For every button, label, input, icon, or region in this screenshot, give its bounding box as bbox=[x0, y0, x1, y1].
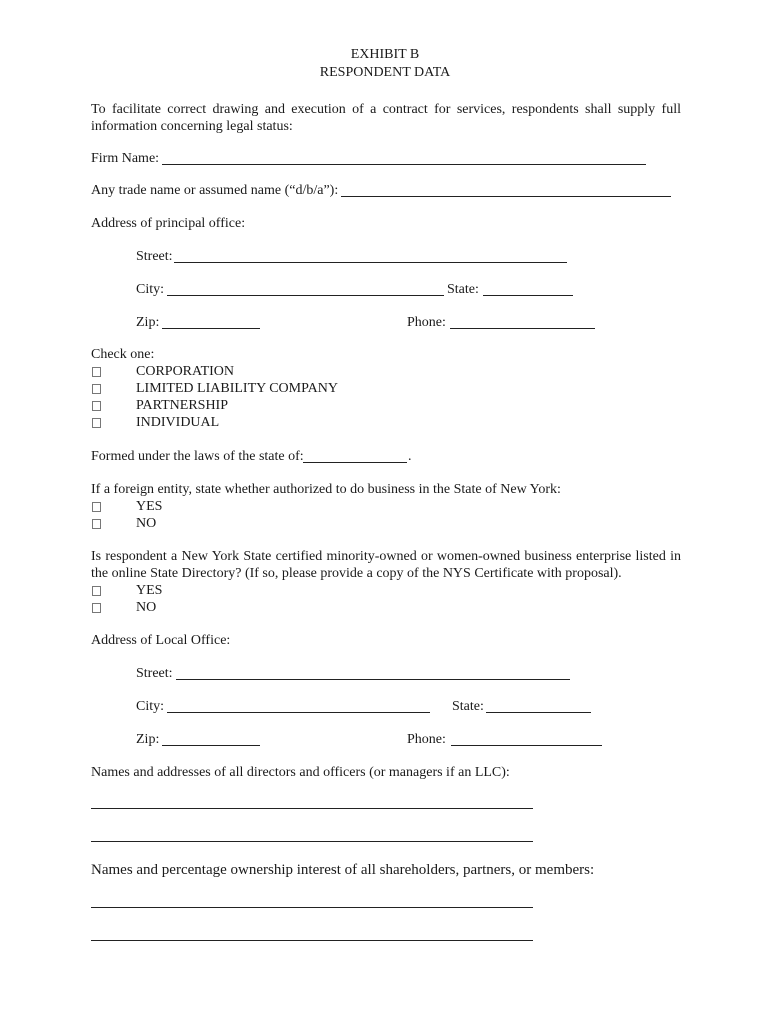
local-city-field[interactable] bbox=[167, 712, 430, 713]
principal-city-field[interactable] bbox=[167, 295, 444, 296]
checkbox-foreign-no[interactable] bbox=[92, 519, 101, 529]
document-title: EXHIBIT B bbox=[350, 47, 420, 62]
trade-name-field[interactable] bbox=[341, 196, 671, 197]
checkbox-foreign-yes[interactable] bbox=[92, 502, 101, 512]
local-zip-field[interactable] bbox=[162, 745, 260, 746]
foreign-entity-question: If a foreign entity, state whether authorized to do business in the State of New York: bbox=[91, 482, 561, 497]
principal-state-label: State: bbox=[447, 282, 479, 297]
option-individual: INDIVIDUAL bbox=[136, 415, 220, 430]
principal-state-field[interactable] bbox=[483, 295, 573, 296]
option-partnership: PARTNERSHIP bbox=[136, 398, 229, 413]
principal-phone-label: Phone: bbox=[407, 315, 446, 330]
ownership-line-2[interactable] bbox=[91, 940, 533, 941]
local-zip-label: Zip: bbox=[136, 732, 160, 747]
principal-city-label: City: bbox=[136, 282, 165, 297]
principal-zip-label: Zip: bbox=[136, 315, 160, 330]
directors-line-1[interactable] bbox=[91, 808, 533, 809]
option-llc: LIMITED LIABILITY COMPANY bbox=[136, 381, 338, 396]
intro-line-1: To facilitate correct drawing and execution of a contract for services, respondents shall supply full bbox=[91, 102, 681, 117]
directors-label: Names and addresses of all directors and officers (or managers if an LLC): bbox=[91, 765, 510, 780]
principal-zip-field[interactable] bbox=[162, 328, 260, 329]
foreign-no-label: NO bbox=[136, 516, 157, 531]
principal-office-heading: Address of principal office: bbox=[91, 216, 246, 231]
mwbe-no-label: NO bbox=[136, 600, 157, 615]
mwbe-yes-label: YES bbox=[136, 583, 163, 598]
checkbox-mwbe-no[interactable] bbox=[92, 603, 101, 613]
formed-under-period: . bbox=[408, 449, 412, 464]
firm-name-field[interactable] bbox=[162, 164, 646, 165]
firm-name-label: Firm Name: bbox=[91, 151, 160, 166]
local-state-field[interactable] bbox=[486, 712, 591, 713]
intro-line-2: information concerning legal status: bbox=[91, 119, 293, 134]
formed-under-label: Formed under the laws of the state of: bbox=[91, 449, 304, 464]
mwbe-question-line-1: Is respondent a New York State certified minority-owned or women-owned business enterprise listed in bbox=[91, 549, 681, 564]
ownership-label: Names and percentage ownership interest of all shareholders, partners, or members: bbox=[91, 862, 595, 878]
option-corporation: CORPORATION bbox=[136, 364, 235, 379]
entity-type-prompt: Check one: bbox=[91, 347, 155, 362]
principal-phone-field[interactable] bbox=[450, 328, 595, 329]
ownership-line-1[interactable] bbox=[91, 907, 533, 908]
local-state-label: State: bbox=[452, 699, 484, 714]
local-phone-label: Phone: bbox=[407, 732, 446, 747]
local-phone-field[interactable] bbox=[451, 745, 602, 746]
local-street-label: Street: bbox=[136, 666, 173, 681]
checkbox-llc[interactable] bbox=[92, 384, 101, 394]
principal-street-label: Street: bbox=[136, 249, 173, 264]
formed-under-field[interactable] bbox=[303, 462, 407, 463]
checkbox-individual[interactable] bbox=[92, 418, 101, 428]
trade-name-label: Any trade name or assumed name (“d/b/a”): bbox=[91, 183, 339, 198]
foreign-yes-label: YES bbox=[136, 499, 163, 514]
document-subtitle: RESPONDENT DATA bbox=[319, 65, 451, 80]
mwbe-question-line-2: the online State Directory? (If so, please provide a copy of the NYS Certificate with proposal). bbox=[91, 566, 622, 581]
checkbox-partnership[interactable] bbox=[92, 401, 101, 411]
checkbox-corporation[interactable] bbox=[92, 367, 101, 377]
principal-street-field[interactable] bbox=[174, 262, 567, 263]
local-street-field[interactable] bbox=[176, 679, 570, 680]
checkbox-mwbe-yes[interactable] bbox=[92, 586, 101, 596]
local-office-heading: Address of Local Office: bbox=[91, 633, 231, 648]
directors-line-2[interactable] bbox=[91, 841, 533, 842]
local-city-label: City: bbox=[136, 699, 165, 714]
